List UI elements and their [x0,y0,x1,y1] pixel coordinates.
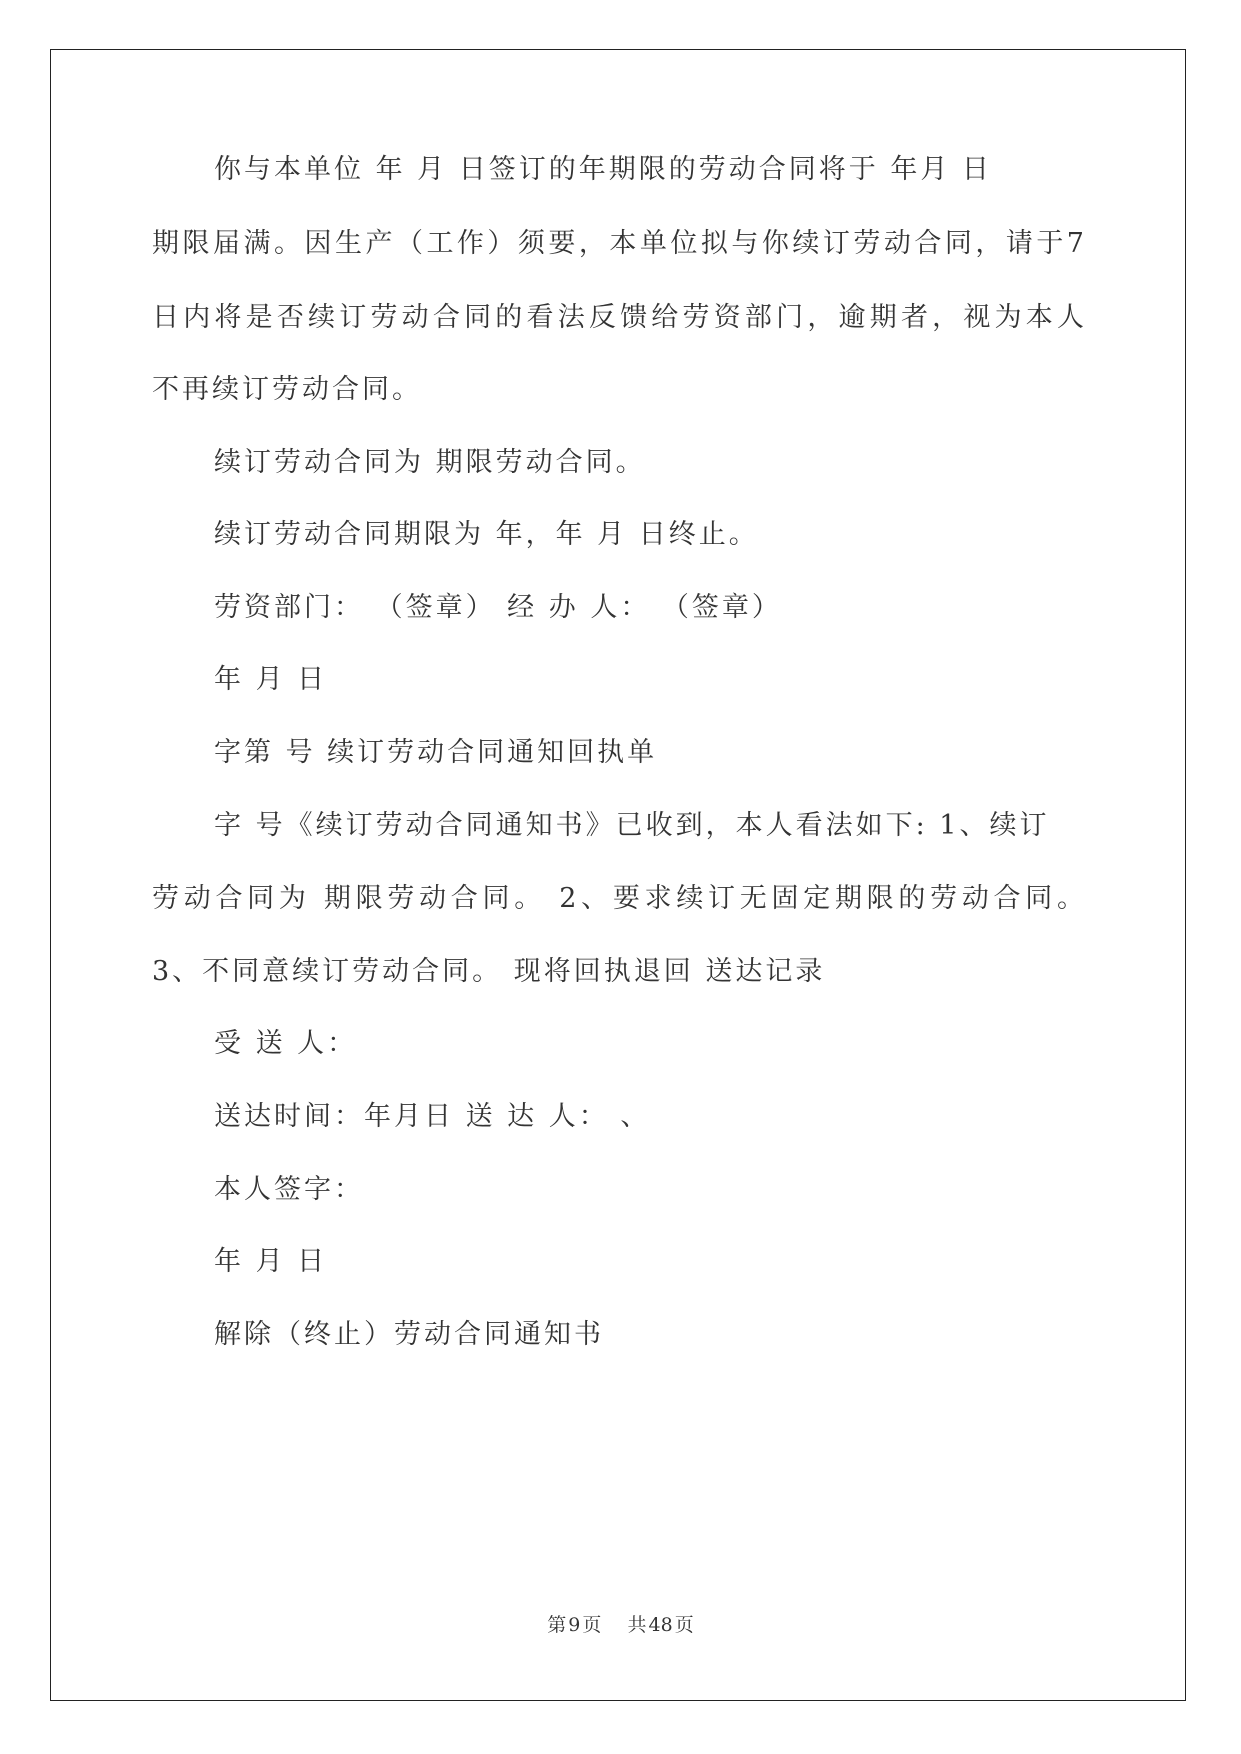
paragraph-date-2: 年 月 日 [214,1246,328,1277]
paragraph-renewal-type: 续订劳动合同为 期限劳动合同。 [214,447,646,478]
paragraph-notice-line-2: 期限届满。因生产（工作）须要，本单位拟与你续订劳动合同，请于7 [152,228,1087,259]
paragraph-delivery-time: 送达时间：年月日 送 达 人： 、 [214,1101,651,1132]
footer-total-pages: 48 [648,1614,673,1636]
paragraph-receipt-title: 字第 号 续订劳动合同通知回执单 [214,737,658,768]
page-border [50,49,1186,1701]
footer-total-unit: 页 [674,1614,694,1636]
page-footer [0,1610,1241,1637]
paragraph-termination-title: 解除（终止）劳动合同通知书 [214,1319,604,1350]
paragraph-receipt-line-1: 字 号《续订劳动合同通知书》已收到，本人看法如下: 1、续订 [214,810,1050,841]
footer-total-prefix: 共 [627,1614,647,1636]
paragraph-recipient: 受 送 人： [214,1028,358,1059]
paragraph-renewal-term: 续订劳动合同期限为 年，年 月 日终止。 [214,519,759,550]
footer-prefix: 第 [547,1614,567,1636]
paragraph-signatures: 劳资部门： （签章） 经 办 人： （签章） [214,592,782,623]
paragraph-date: 年 月 日 [214,664,328,695]
paragraph-receipt-line-3: 3、不同意续订劳动合同。 现将回执退回 送达记录 [152,956,826,987]
paragraph-notice-line-3: 日内将是否续订劳动合同的看法反馈给劳资部门，逾期者，视为本人 [152,302,1087,333]
paragraph-receipt-line-2: 劳动合同为 期限劳动合同。 2、要求续订无固定期限的劳动合同。 [152,883,1087,914]
paragraph-signature-self: 本人签字： [214,1174,364,1205]
paragraph-notice-line-4: 不再续订劳动合同。 [152,374,422,405]
footer-page-number: 9 [568,1614,581,1636]
footer-page-unit: 页 [582,1614,602,1636]
paragraph-notice-line-1: 你与本单位 年 月 日签订的年期限的劳动合同将于 年月 日 [214,154,992,185]
